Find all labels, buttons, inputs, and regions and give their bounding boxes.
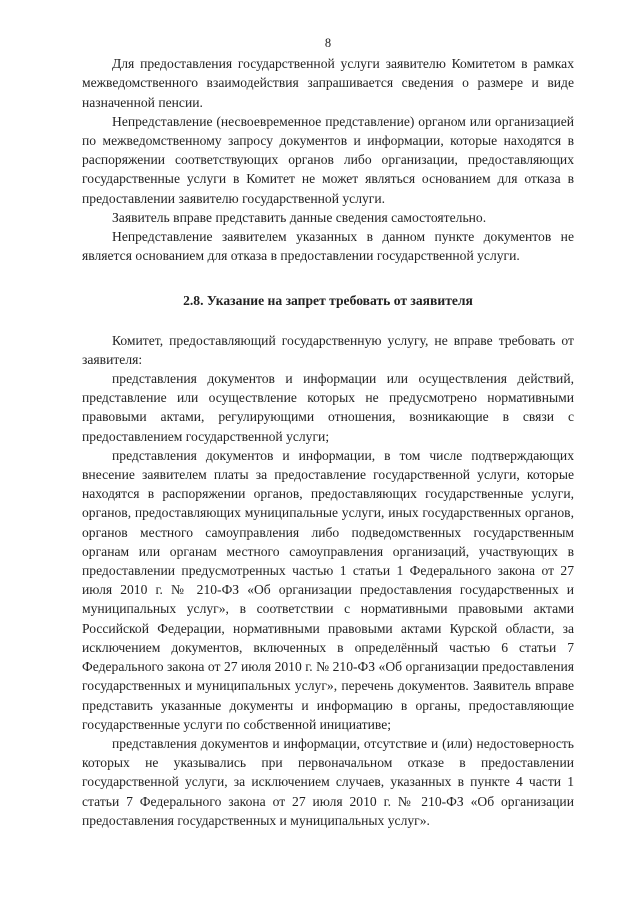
paragraph: Комитет, предоставляющий государственную услугу, не вправе требовать от заявителя: [82,332,574,367]
page-number: 8 [324,36,332,50]
paragraph: Непредставление (несвоевременное представление) органом или организацией по межведомственному запросу документов и информации, которые находятся в распоряжении соответствующих органов либо организации, предоставляющих государственные услуги в Комитет не может являться основанием для отказа в предоставлении заявителю государственной услуги. [82,113,574,206]
paragraph: представления документов и информации, в том числе подтверждающих внесение заявителем платы за предоставление государственной услуги, которые находятся в распоряжении органов, предоставляющих государственные услуги, органов, предоставляющих муниципальные услуги, иных государственных органов, органов местного самоуправления либо подведомственных государственным органам или органам местного самоуправления организаций, участвующих в предоставлении предусмотренных частью 1 статьи 1 Федерального закона от 27 июля 2010 г. № 210-ФЗ «Об организации предоставления государственных и муниципальных услуг», в соответствии с нормативными правовыми актами Российской Федерации, нормативными правовыми актами Курской области, за исключением документов, включенных в определённый частью 6 статьи 7 Федерального закона от 27 июля 2010 г. № 210-ФЗ «Об организации предоставления государственных и муниципальных услуг», перечень документов. Заявитель вправе представить указанные документы и информацию в органы, предоставляющие государственные услуги по собственной инициативе; [82,447,574,732]
paragraph: Для предоставления государственной услуги заявителю Комитетом в рамках межведомственного взаимодействия запрашивается сведения о размере и виде назначенной пенсии. [82,56,574,110]
paragraph: Заявитель вправе представить данные сведения самостоятельно. [112,209,487,225]
paragraph: Непредставление заявителем указанных в данном пункте документов не является основанием для отказа в предоставлении государственной услуги. [82,229,574,264]
section-heading: 2.8. Указание на запрет требовать от заявителя [183,293,473,309]
paragraph: представления документов и информации, отсутствие и (или) недостоверность которых не указывались при первоначальном отказе в предоставлении государственной услуги, за исключением случаев, указанных в пункте 4 части 1 статьи 7 Федерального закона от 27 июля 2010 г. № 210-ФЗ «Об организации предоставления государственных и муниципальных услуг». [82,735,574,828]
paragraph: представления документов и информации или осуществления действий, представление или осуществление которых не предусмотрено нормативными правовыми актами, регулирующими отношения, возникающие в связи с предоставлением государственной услуги; [82,371,574,444]
